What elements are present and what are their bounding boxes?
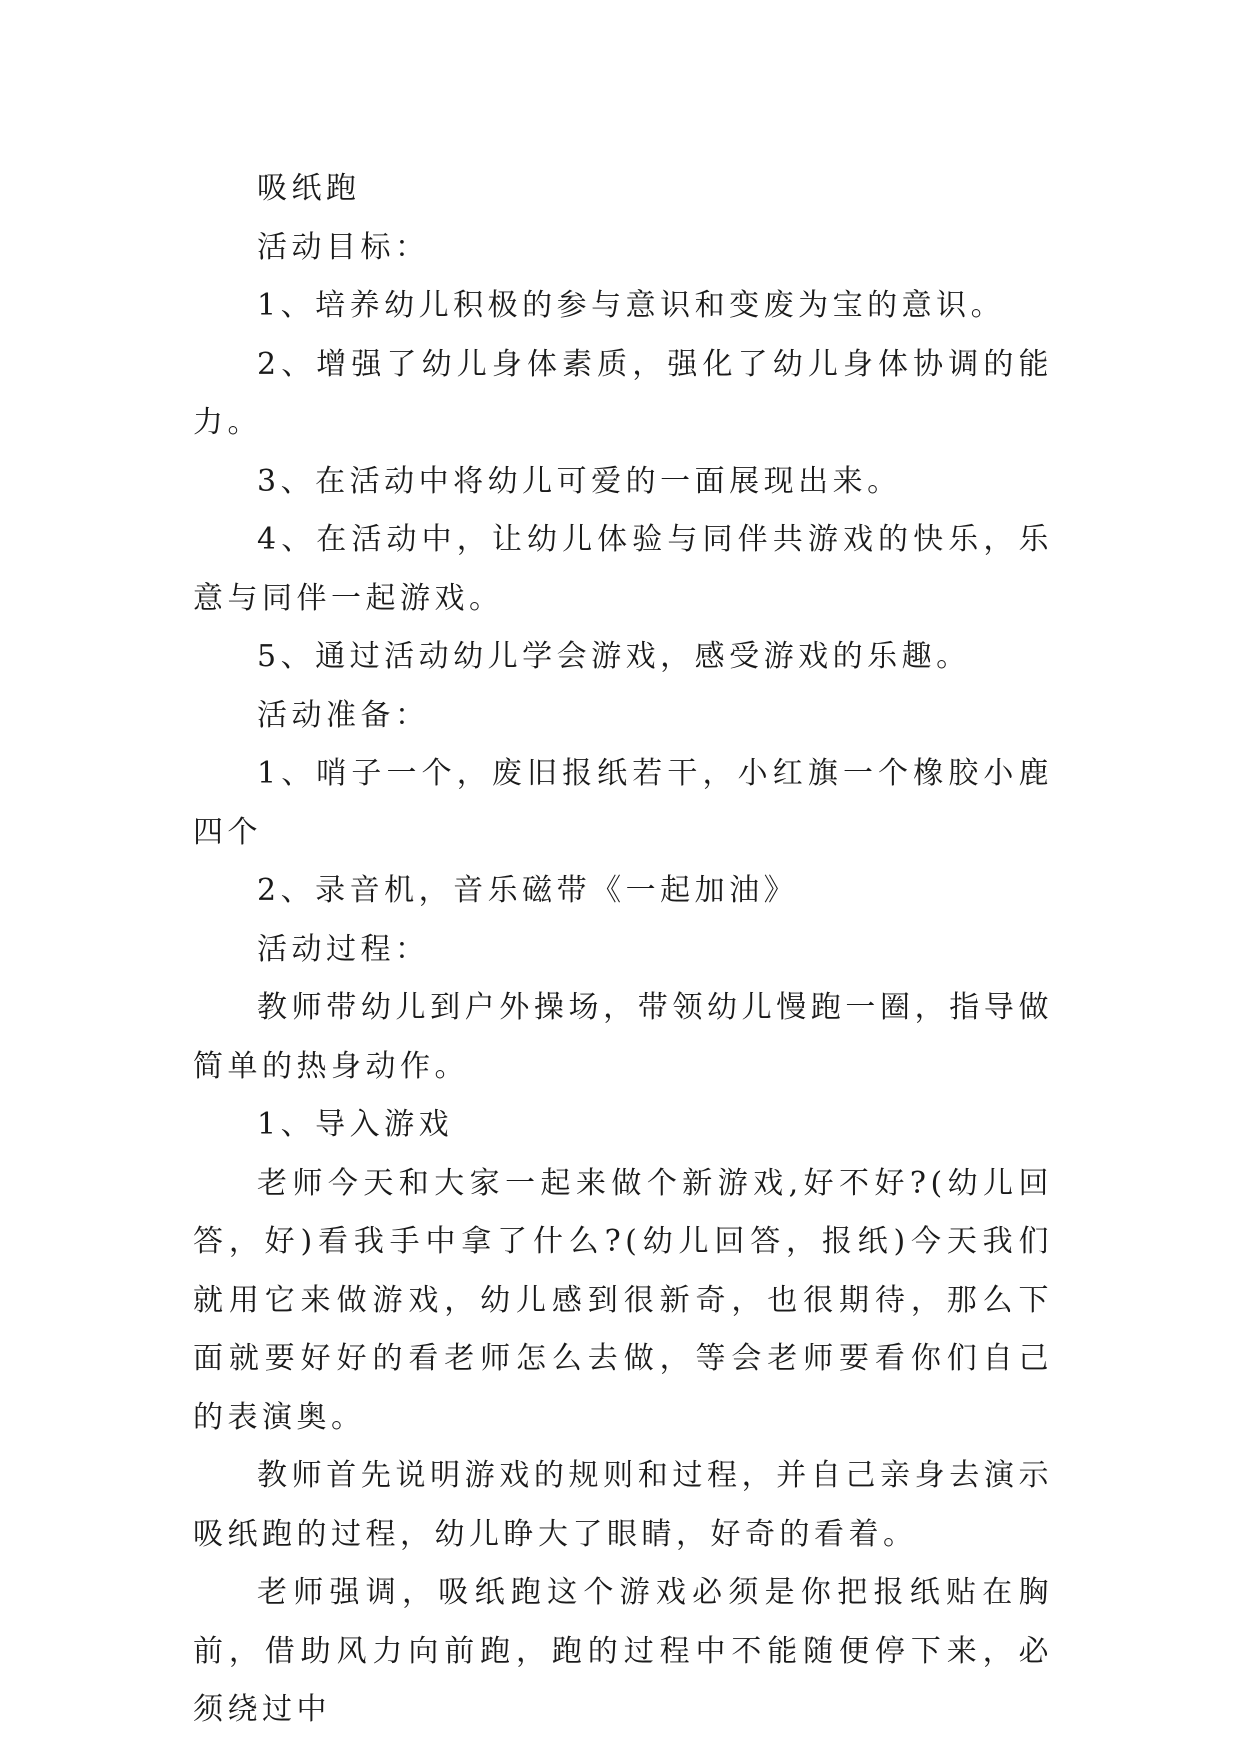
process-paragraph: 教师带幼儿到户外操场，带领幼儿慢跑一圈，指导做简单的热身动作。 (193, 990, 1053, 1084)
preparation-item-1: 1、哨子一个，废旧报纸若干，小红旗一个橡胶小鹿四个 (193, 756, 1053, 850)
document-body (193, 160, 1053, 1740)
goal-item-5: 5、通过活动幼儿学会游戏，感受游戏的乐趣。 (257, 639, 971, 674)
section-heading-preparation: 活动准备： (257, 697, 430, 733)
process-paragraph: 教师首先说明游戏的规则和过程，并自己亲身去演示吸纸跑的过程，幼儿睁大了眼睛，好奇的看着。 (193, 1458, 1053, 1552)
doc-title: 吸纸跑 (257, 171, 361, 206)
goal-item-2: 2、增强了幼儿身体素质，强化了幼儿身体协调的能力。 (193, 346, 1053, 440)
section-heading-process: 活动过程： (257, 931, 430, 967)
process-paragraph: 老师强调，吸纸跑这个游戏必须是你把报纸贴在胸前，借助风力向前跑，跑的过程中不能随便停下来，必须绕过中 (193, 1575, 1053, 1727)
goal-item-3: 3、在活动中将幼儿可爱的一面展现出来。 (257, 463, 902, 499)
process-paragraph: 老师今天和大家一起来做个新游戏,好不好?(幼儿回答，好)看我手中拿了什么?(幼儿回答，报纸)今天我们就用它来做游戏，幼儿感到很新奇，也很期待，那么下面就要好好的看老师怎么去做，等会老师要看你们自己的表演奥。 (193, 1165, 1053, 1435)
preparation-item-2: 2、录音机，音乐磁带《一起加油》 (257, 873, 799, 908)
goal-item-1: 1、培养幼儿积极的参与意识和变废为宝的意识。 (257, 288, 1006, 323)
process-step-heading: 1、导入游戏 (257, 1107, 454, 1142)
goal-item-4: 4、在活动中，让幼儿体验与同伴共游戏的快乐，乐意与同伴一起游戏。 (193, 522, 1053, 616)
section-heading-goals: 活动目标： (257, 229, 430, 265)
